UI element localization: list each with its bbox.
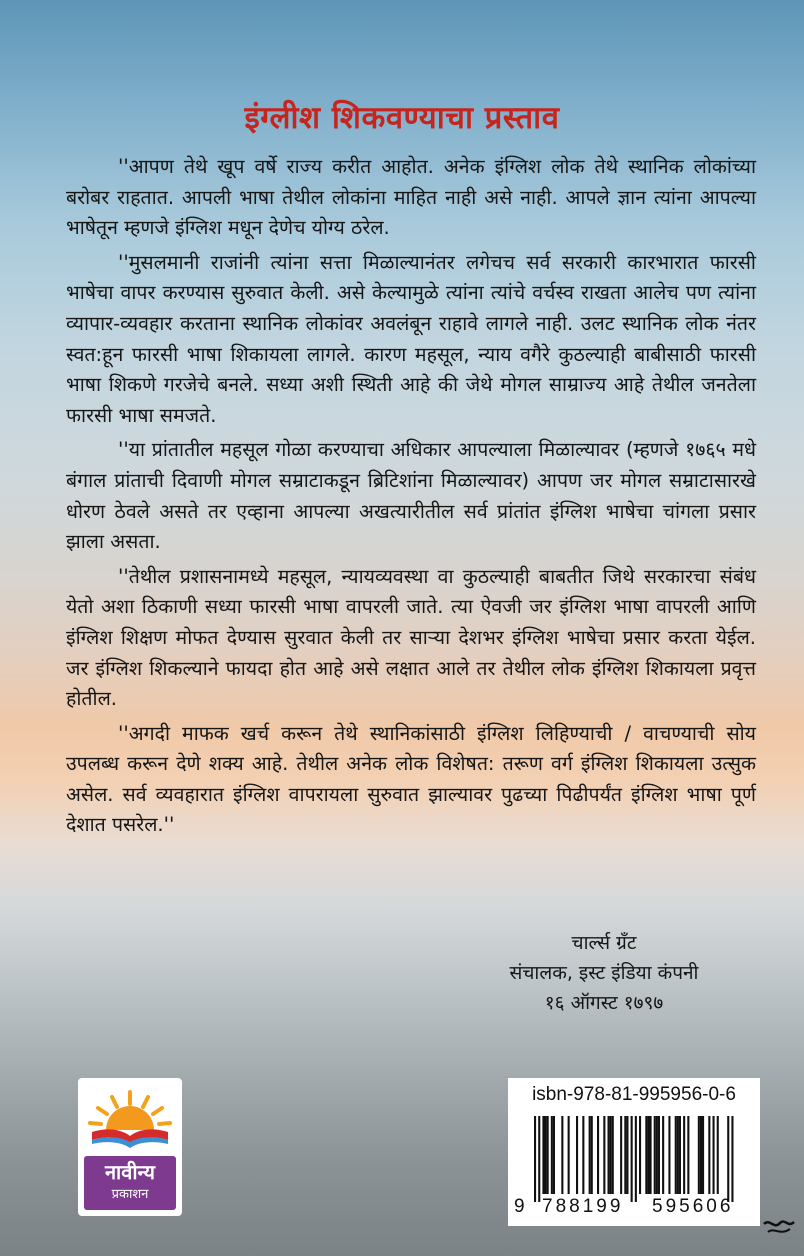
barcode-bar bbox=[645, 1116, 647, 1194]
barcode-bar bbox=[687, 1116, 689, 1194]
barcode-bar bbox=[626, 1116, 628, 1194]
barcode-digit-first: 9 bbox=[514, 1196, 525, 1217]
barcode-bar bbox=[542, 1116, 544, 1194]
barcode-bar bbox=[708, 1116, 710, 1194]
barcode-bar bbox=[624, 1116, 626, 1194]
letter-date: १६ ऑगस्ट १७९७ bbox=[544, 992, 664, 1014]
paragraph-5: ''अगदी माफक खर्च करून तेथे स्थानिकांसाठी इंग्लिश लिहिण्याची / वाचण्याची सोय उपलब्ध करून देणे शक्य आहे. तेथील अनेक लोक विशेषत: तरूण वर्ग इंग्लिश शिकायला उत्सुक असेल. सर्व व्यवहारात इंग्लिश वापरायला सुरुवात झाल्यावर पुढच्या पिढीपर्यंत इंग्लिश भाषा पूर्ण देशात पसरेल.'' bbox=[66, 721, 756, 837]
barcode-bar bbox=[612, 1116, 614, 1194]
barcode-bar bbox=[597, 1116, 599, 1194]
barcode-bar bbox=[631, 1116, 633, 1202]
barcode-bar bbox=[650, 1116, 652, 1194]
barcode-bar bbox=[545, 1116, 547, 1194]
scribble-mark-icon bbox=[760, 1214, 800, 1240]
barcode-bar bbox=[561, 1116, 563, 1194]
paragraph-4: ''तेथील प्रशासनामध्ये महसूल, न्यायव्यवस्था वा कुठल्याही बाबतीत जिथे सरकारचा संबंध येतो अशा ठिकाणी सध्या फारसी भाषा वापरली जाते. त्या ऐवजी जर इंग्लिश भाषा वापरली आणि इंग्लिश शिक्षण मोफत देण्यास सुरवात केली तर साऱ्या देशभर इंग्लिश भाषेचा प्रसार करता येईल. जर इंग्लिश शिकल्याने फायदा होत आहे असे लक्षात आले तर तेथील लोक इंग्लिश शिकायला प्रवृत्त होतील. bbox=[66, 564, 756, 711]
publisher-name: नावीन्य bbox=[104, 1160, 156, 1184]
barcode-bar bbox=[589, 1116, 591, 1194]
barcode-bar bbox=[576, 1116, 578, 1194]
barcode-digits-left: 788199 bbox=[542, 1196, 624, 1217]
barcode-bar bbox=[677, 1116, 679, 1194]
barcode-bar bbox=[639, 1116, 641, 1194]
publisher-logo bbox=[78, 1078, 182, 1216]
barcode-bar bbox=[717, 1116, 719, 1194]
barcode-bar bbox=[658, 1116, 660, 1194]
barcode-bar bbox=[731, 1116, 733, 1202]
barcode-bar bbox=[713, 1116, 715, 1194]
signature-block bbox=[470, 928, 738, 1018]
publisher-badge bbox=[84, 1156, 176, 1210]
isbn-label: isbn-978-81-995956-0-6 bbox=[532, 1084, 736, 1105]
paragraph-3: ''या प्रांतातील महसूल गोळा करण्याचा अधिकार आपल्याला मिळाल्यावर (म्हणजे १७६५ मधे बंगाल प्रांताची दिवाणी मोगल सम्राटाकडून ब्रिटिशांना मिळाल्यावर) आपण जर मोगल सम्राटासारखे धोरण ठेवले असते तर एव्हाना आपल्या अखत्यारीतील सर्व प्रांतांत इंग्लिश भाषेचा चांगला प्रसार झाला असता. bbox=[66, 438, 756, 554]
barcode-bar bbox=[679, 1116, 681, 1194]
barcode-bar bbox=[668, 1116, 670, 1194]
barcode-digits-right: 595606 bbox=[652, 1196, 734, 1217]
letter-body bbox=[66, 152, 756, 845]
barcode-bars bbox=[522, 1116, 746, 1202]
paragraph-2: ''मुसलमानी राजांनी त्यांना सत्ता मिळाल्यानंतर लगेचच सर्व सरकारी कारभारात फारसी भाषेचा वापर करण्यास सुरुवात केली. असे केल्यामुळे त्यांना त्यांचे वर्चस्व राखता आलेच पण त्यांना व्यापार-व्यवहार करताना स्थानिक लोकांवर अवलंबून राहावे लागले नाही. उलट स्थानिक लोक नंतर स्वत:हून फारसी भाषा शिकायला लागले. कारण महसूल, न्याय वगैरे कुठल्याही बाबीसाठी फारसी भाषा शिकणे गरजेचे बनले. सध्या अशी स्थिती आहे की जेथे मोगल साम्राज्य आहे तेथील जनतेला फारसी भाषा समजते. bbox=[66, 250, 756, 427]
paragraph-1: ''आपण तेथे खूप वर्षे राज्य करीत आहोत. अनेक इंग्लिश लोक तेथे स्थानिक लोकांच्या बरोबर राहतात. आपली भाषा तेथील लोकांना माहित नाही असे नाही. आपले ज्ञान त्यांना आपल्या भाषेतून म्हणजे इंग्लिश मधून देणेच योग्य ठरेल. bbox=[66, 155, 756, 240]
barcode-bar bbox=[698, 1116, 700, 1194]
barcode-bar bbox=[654, 1116, 656, 1194]
barcode-bar bbox=[662, 1116, 664, 1194]
barcode-bar bbox=[582, 1116, 584, 1194]
barcode-bar bbox=[683, 1116, 685, 1194]
barcode-bar bbox=[702, 1116, 704, 1194]
isbn-barcode bbox=[508, 1078, 760, 1226]
barcode-bar bbox=[656, 1116, 658, 1194]
barcode-bar bbox=[591, 1116, 593, 1194]
barcode-bar bbox=[635, 1116, 637, 1202]
barcode-bar bbox=[727, 1116, 729, 1202]
barcode-bar bbox=[534, 1116, 536, 1202]
barcode-bar bbox=[620, 1116, 622, 1194]
signatory-name: चार्ल्स ग्रँट bbox=[571, 932, 637, 954]
barcode-bar bbox=[675, 1116, 677, 1194]
barcode-bar bbox=[610, 1116, 612, 1194]
barcode-bar bbox=[547, 1116, 549, 1194]
barcode-bar bbox=[647, 1116, 649, 1194]
barcode-bar bbox=[551, 1116, 553, 1194]
barcode-bar bbox=[700, 1116, 702, 1194]
signatory-designation: संचालक, इस्ट इंडिया कंपनी bbox=[509, 962, 699, 984]
barcode-bar bbox=[603, 1116, 605, 1194]
rising-sun-book-icon bbox=[82, 1084, 178, 1156]
barcode-bar bbox=[538, 1116, 540, 1202]
publisher-subtitle: प्रकाशन bbox=[111, 1187, 149, 1202]
page-title: इंग्लीश शिकवण्याचा प्रस्ताव bbox=[244, 100, 560, 136]
barcode-bar bbox=[608, 1116, 610, 1194]
barcode-bar bbox=[553, 1116, 555, 1194]
barcode-bar bbox=[568, 1116, 570, 1194]
